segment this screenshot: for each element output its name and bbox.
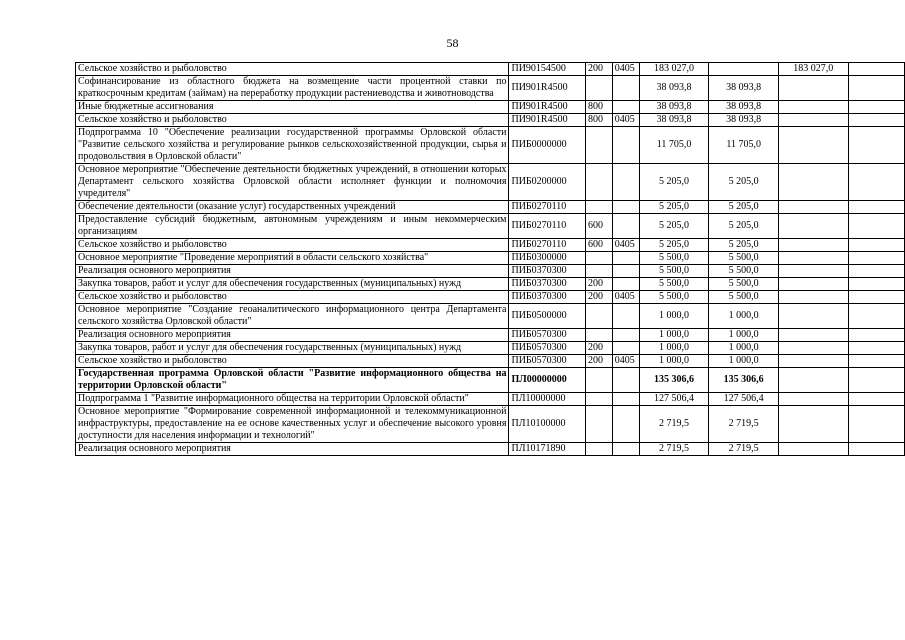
- row-section: [612, 101, 639, 114]
- row-amount-total: 183 027,0: [639, 63, 709, 76]
- row-amount-4: [848, 443, 904, 456]
- row-section: [612, 443, 639, 456]
- row-amount-total: 38 093,8: [639, 114, 709, 127]
- row-section: [612, 201, 639, 214]
- table-row: [76, 329, 905, 342]
- row-amount-2: 11 705,0: [709, 127, 779, 164]
- row-amount-3: [778, 214, 848, 239]
- row-code: ПЛ10100000: [509, 406, 586, 443]
- row-section: 0405: [612, 114, 639, 127]
- row-section: 0405: [612, 239, 639, 252]
- row-amount-2: 2 719,5: [709, 443, 779, 456]
- row-expense-type: [585, 127, 612, 164]
- row-amount-total: 38 093,8: [639, 101, 709, 114]
- row-code: ПИБ0200000: [509, 164, 586, 201]
- table-row: [76, 342, 905, 355]
- row-expense-type: [585, 164, 612, 201]
- row-name: Закупка товаров, работ и услуг для обеспечения государственных (муниципальных) нужд: [76, 342, 509, 355]
- row-name: Софинансирование из областного бюджета на возмещение части процентной ставки по краткосрочным кредитам (займам) на переработку продукции растениеводства и животноводства: [76, 76, 509, 101]
- row-amount-total: 5 205,0: [639, 201, 709, 214]
- row-expense-type: 600: [585, 239, 612, 252]
- budget-table: [75, 62, 905, 456]
- row-section: [612, 406, 639, 443]
- row-section: 0405: [612, 355, 639, 368]
- row-code: ПИ901R4500: [509, 76, 586, 101]
- row-amount-2: 1 000,0: [709, 329, 779, 342]
- row-code: ПИБ0270110: [509, 214, 586, 239]
- row-amount-4: [848, 201, 904, 214]
- row-expense-type: [585, 304, 612, 329]
- row-name: Подпрограмма 10 "Обеспечение реализации государственной программы Орловской области "Развитие сельского хозяйства и регулирование рынков сельскохозяйственной продукции, сырья и продовольствия в Орловской области": [76, 127, 509, 164]
- row-name: Основное мероприятие "Формирование современной информационной и телекоммуникационной инфраструктуры, предоставление на ее основе качественных услуг и обеспечение высокого уровня доступности для населения информации и технологий": [76, 406, 509, 443]
- row-amount-total: 5 205,0: [639, 164, 709, 201]
- row-name: Основное мероприятие "Проведение мероприятий в области сельского хозяйства": [76, 252, 509, 265]
- row-amount-4: [848, 76, 904, 101]
- row-amount-2: 1 000,0: [709, 342, 779, 355]
- row-code: ПИБ0000000: [509, 127, 586, 164]
- row-expense-type: 200: [585, 63, 612, 76]
- row-amount-3: [778, 201, 848, 214]
- row-amount-2: 38 093,8: [709, 76, 779, 101]
- row-code: ПЛ10000000: [509, 393, 586, 406]
- row-amount-3: [778, 393, 848, 406]
- row-name: Обеспечение деятельности (оказание услуг) государственных учреждений: [76, 201, 509, 214]
- table-row: [76, 368, 905, 393]
- row-amount-total: 135 306,6: [639, 368, 709, 393]
- row-amount-4: [848, 114, 904, 127]
- row-amount-total: 5 205,0: [639, 214, 709, 239]
- row-code: ПИ901R4500: [509, 101, 586, 114]
- row-expense-type: 800: [585, 114, 612, 127]
- row-name: Сельское хозяйство и рыболовство: [76, 114, 509, 127]
- row-name: Основное мероприятие "Обеспечение деятельности бюджетных учреждений, в отношении которых Департамент сельского хозяйства Орловской области исполняет функции и полномочия учредителя": [76, 164, 509, 201]
- row-amount-2: 5 500,0: [709, 278, 779, 291]
- row-section: [612, 76, 639, 101]
- row-amount-total: 5 500,0: [639, 278, 709, 291]
- row-amount-total: 11 705,0: [639, 127, 709, 164]
- row-amount-4: [848, 342, 904, 355]
- row-amount-total: 127 506,4: [639, 393, 709, 406]
- row-section: [612, 304, 639, 329]
- row-name: Сельское хозяйство и рыболовство: [76, 239, 509, 252]
- row-expense-type: [585, 443, 612, 456]
- row-section: 0405: [612, 291, 639, 304]
- row-amount-2: 127 506,4: [709, 393, 779, 406]
- row-amount-2: 5 500,0: [709, 265, 779, 278]
- table-row: [76, 201, 905, 214]
- row-amount-3: [778, 368, 848, 393]
- row-amount-4: [848, 368, 904, 393]
- page-number: 58: [446, 36, 459, 50]
- row-amount-3: [778, 291, 848, 304]
- row-section: [612, 265, 639, 278]
- row-amount-total: 38 093,8: [639, 76, 709, 101]
- row-amount-total: 5 500,0: [639, 291, 709, 304]
- row-expense-type: 600: [585, 214, 612, 239]
- row-name: Иные бюджетные ассигнования: [76, 101, 509, 114]
- row-amount-4: [848, 127, 904, 164]
- row-amount-4: [848, 291, 904, 304]
- row-name: Государственная программа Орловской области "Развитие информационного общества на территории Орловской области": [76, 368, 509, 393]
- row-expense-type: [585, 265, 612, 278]
- row-amount-3: [778, 114, 848, 127]
- row-amount-total: 5 500,0: [639, 265, 709, 278]
- row-amount-4: [848, 252, 904, 265]
- row-expense-type: 200: [585, 342, 612, 355]
- row-expense-type: 800: [585, 101, 612, 114]
- row-name: Сельское хозяйство и рыболовство: [76, 355, 509, 368]
- row-amount-4: [848, 278, 904, 291]
- row-amount-4: [848, 265, 904, 278]
- row-amount-2: 5 500,0: [709, 252, 779, 265]
- row-amount-4: [848, 393, 904, 406]
- row-amount-3: 183 027,0: [778, 63, 848, 76]
- row-amount-total: 1 000,0: [639, 342, 709, 355]
- row-expense-type: [585, 329, 612, 342]
- row-amount-2: 5 205,0: [709, 201, 779, 214]
- row-code: ПЛ10171890: [509, 443, 586, 456]
- row-amount-3: [778, 239, 848, 252]
- row-amount-2: 38 093,8: [709, 114, 779, 127]
- row-name: Реализация основного мероприятия: [76, 265, 509, 278]
- row-amount-3: [778, 443, 848, 456]
- row-section: [612, 252, 639, 265]
- table-row: [76, 304, 905, 329]
- row-section: [612, 278, 639, 291]
- row-amount-3: [778, 101, 848, 114]
- table-row: [76, 355, 905, 368]
- row-amount-3: [778, 252, 848, 265]
- table-row: [76, 252, 905, 265]
- table-row: [76, 265, 905, 278]
- row-amount-3: [778, 76, 848, 101]
- row-name: Закупка товаров, работ и услуг для обеспечения государственных (муниципальных) нужд: [76, 278, 509, 291]
- row-amount-4: [848, 329, 904, 342]
- row-amount-4: [848, 304, 904, 329]
- row-amount-4: [848, 164, 904, 201]
- row-amount-3: [778, 278, 848, 291]
- table-row: [76, 443, 905, 456]
- row-section: [612, 214, 639, 239]
- row-section: [612, 393, 639, 406]
- row-expense-type: [585, 201, 612, 214]
- table-row: [76, 291, 905, 304]
- table-row: [76, 127, 905, 164]
- table-row: [76, 214, 905, 239]
- row-amount-4: [848, 101, 904, 114]
- table-row: [76, 278, 905, 291]
- row-expense-type: [585, 76, 612, 101]
- row-name: Основное мероприятие "Создание геоаналитического информационного центра Департамента сельского хозяйства Орловской области": [76, 304, 509, 329]
- row-amount-2: 2 719,5: [709, 406, 779, 443]
- row-amount-total: 5 500,0: [639, 252, 709, 265]
- row-amount-total: 2 719,5: [639, 406, 709, 443]
- row-amount-2: 38 093,8: [709, 101, 779, 114]
- row-name: Предоставление субсидий бюджетным, автономным учреждениям и иным некоммерческим организациям: [76, 214, 509, 239]
- row-amount-total: 2 719,5: [639, 443, 709, 456]
- row-code: ПИБ0370300: [509, 291, 586, 304]
- row-amount-3: [778, 329, 848, 342]
- row-amount-3: [778, 304, 848, 329]
- row-amount-2: 1 000,0: [709, 355, 779, 368]
- row-expense-type: 200: [585, 291, 612, 304]
- row-name: Подпрограмма 1 "Развитие информационного общества на территории Орловской области": [76, 393, 509, 406]
- row-section: [612, 368, 639, 393]
- row-section: [612, 164, 639, 201]
- row-section: 0405: [612, 63, 639, 76]
- row-amount-3: [778, 164, 848, 201]
- row-amount-2: 135 306,6: [709, 368, 779, 393]
- row-amount-4: [848, 355, 904, 368]
- table-row: [76, 239, 905, 252]
- row-code: ПИ901R4500: [509, 114, 586, 127]
- row-code: ПИБ0570300: [509, 355, 586, 368]
- row-code: ПИБ0300000: [509, 252, 586, 265]
- row-expense-type: 200: [585, 278, 612, 291]
- row-code: ПЛ00000000: [509, 368, 586, 393]
- row-amount-2: 5 205,0: [709, 214, 779, 239]
- table-row: [76, 76, 905, 101]
- table-row: [76, 393, 905, 406]
- row-amount-4: [848, 214, 904, 239]
- row-name: Реализация основного мероприятия: [76, 329, 509, 342]
- row-code: ПИ90154500: [509, 63, 586, 76]
- row-name: Реализация основного мероприятия: [76, 443, 509, 456]
- row-amount-2: [709, 63, 779, 76]
- table-row: [76, 63, 905, 76]
- row-expense-type: 200: [585, 355, 612, 368]
- row-name: Сельское хозяйство и рыболовство: [76, 63, 509, 76]
- row-amount-total: 1 000,0: [639, 329, 709, 342]
- row-amount-total: 1 000,0: [639, 304, 709, 329]
- row-amount-3: [778, 406, 848, 443]
- row-code: ПИБ0570300: [509, 329, 586, 342]
- row-amount-3: [778, 355, 848, 368]
- row-expense-type: [585, 393, 612, 406]
- row-section: [612, 329, 639, 342]
- row-expense-type: [585, 406, 612, 443]
- row-amount-total: 5 205,0: [639, 239, 709, 252]
- row-amount-2: 1 000,0: [709, 304, 779, 329]
- table-row: [76, 101, 905, 114]
- row-amount-4: [848, 406, 904, 443]
- table-row: [76, 114, 905, 127]
- row-amount-3: [778, 127, 848, 164]
- row-expense-type: [585, 368, 612, 393]
- row-code: ПИБ0500000: [509, 304, 586, 329]
- row-code: ПИБ0270110: [509, 239, 586, 252]
- row-amount-3: [778, 342, 848, 355]
- row-code: ПИБ0370300: [509, 278, 586, 291]
- row-amount-2: 5 500,0: [709, 291, 779, 304]
- table-row: [76, 164, 905, 201]
- row-amount-2: 5 205,0: [709, 239, 779, 252]
- row-expense-type: [585, 252, 612, 265]
- row-code: ПИБ0370300: [509, 265, 586, 278]
- row-name: Сельское хозяйство и рыболовство: [76, 291, 509, 304]
- row-section: [612, 127, 639, 164]
- row-section: [612, 342, 639, 355]
- row-code: ПИБ0270110: [509, 201, 586, 214]
- row-amount-total: 1 000,0: [639, 355, 709, 368]
- row-amount-4: [848, 239, 904, 252]
- row-amount-2: 5 205,0: [709, 164, 779, 201]
- row-amount-3: [778, 265, 848, 278]
- table-row: [76, 406, 905, 443]
- row-code: ПИБ0570300: [509, 342, 586, 355]
- row-amount-4: [848, 63, 904, 76]
